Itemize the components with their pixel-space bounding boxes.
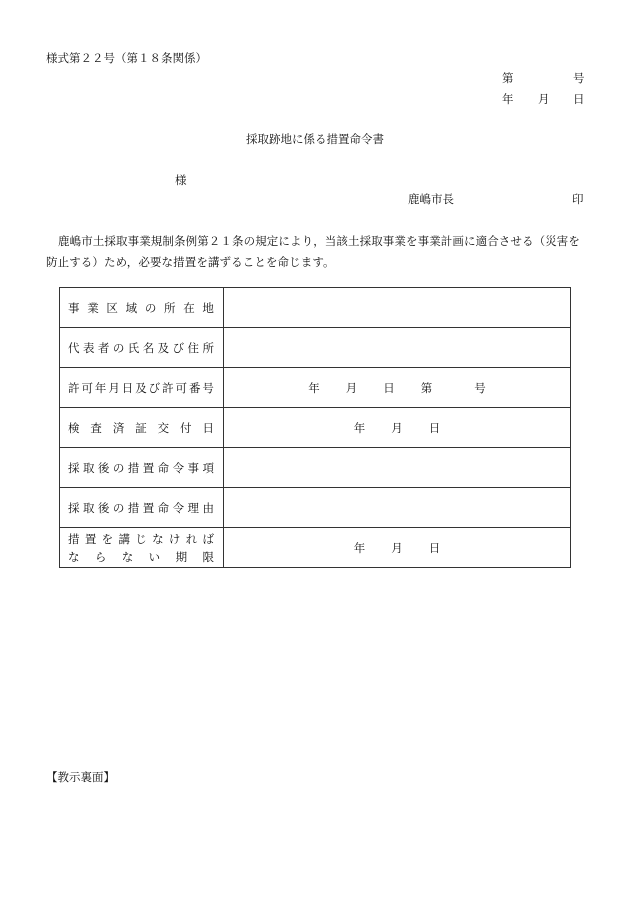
label-chars-line2 — [68, 548, 214, 566]
label-char: 令 — [172, 500, 185, 515]
label-char: れ — [185, 531, 198, 546]
row-value-order-reason[interactable] — [224, 488, 571, 528]
label-char: 採 — [68, 460, 80, 475]
label-char: 採 — [68, 500, 80, 515]
document-number-suffix: 号 — [573, 71, 585, 85]
label-char: 命 — [157, 500, 170, 515]
row-label-representative — [60, 328, 224, 368]
label-char: 期 — [175, 549, 188, 564]
label-chars-line1 — [68, 530, 214, 548]
table-row — [60, 448, 571, 488]
date-month: 月 — [538, 92, 550, 106]
label-char: 置 — [84, 531, 97, 546]
label-char: 命 — [157, 460, 170, 475]
appeal-notice-reference: 【教示裏面】 — [46, 770, 115, 784]
label-char: 表 — [82, 340, 95, 355]
row-label-permit — [60, 368, 224, 408]
label-char: 置 — [142, 500, 155, 515]
form-number: 様式第２２号（第１８条関係） — [46, 51, 207, 65]
day-label: 日 — [383, 380, 395, 395]
label-char: 取 — [82, 460, 95, 475]
label-char: 及 — [135, 380, 147, 395]
document-title: 採取跡地に係る措置命令書 — [246, 132, 384, 146]
row-label-location — [60, 288, 224, 328]
deadline-date — [354, 540, 441, 556]
label-char: 講 — [118, 531, 130, 546]
order-body-text: 鹿嶋市土採取事業規制条例第２１条の規定により，当該土採取事業を事業計画に適合させる（災害を防止する）ため，必要な措置を講ずることを命じます。 — [46, 234, 580, 269]
label-char: 及 — [157, 340, 170, 355]
label-char: の — [112, 460, 125, 475]
seal-mark: 印 — [572, 192, 584, 206]
label-chars — [68, 340, 214, 356]
number-prefix-label: 第 — [420, 380, 433, 395]
label-char: 日 — [202, 420, 214, 435]
label-char: 域 — [125, 300, 138, 315]
date-year: 年 — [502, 92, 514, 106]
label-char: 付 — [180, 420, 192, 435]
label-char: 検 — [68, 420, 80, 435]
label-char: 代 — [68, 340, 80, 355]
label-char: ら — [94, 549, 107, 564]
label-char: 区 — [106, 300, 118, 315]
label-char: 交 — [157, 420, 170, 435]
row-label-inspection — [60, 408, 224, 448]
month-label: 月 — [391, 540, 403, 555]
label-char: 項 — [202, 460, 214, 475]
row-value-location[interactable] — [224, 288, 571, 328]
label-char: 号 — [202, 380, 214, 395]
issuer-name: 鹿嶋市長 — [408, 192, 454, 206]
month-label: 月 — [391, 420, 403, 435]
label-chars — [68, 300, 214, 316]
year-label: 年 — [308, 380, 320, 395]
number-suffix-label: 号 — [474, 380, 486, 395]
label-char: 許 — [68, 380, 80, 395]
addressee-honorific: 様 — [175, 173, 187, 187]
label-char: 査 — [90, 420, 102, 435]
label-chars — [68, 460, 214, 476]
year-label: 年 — [353, 540, 366, 555]
row-label-order-reason — [60, 488, 224, 528]
day-label: 日 — [428, 420, 441, 435]
table-row — [60, 328, 571, 368]
label-char: ば — [202, 531, 214, 546]
row-label-deadline — [60, 528, 224, 568]
date-day: 日 — [573, 92, 585, 106]
label-char: い — [148, 549, 161, 564]
label-char: 氏 — [127, 340, 140, 355]
label-char: の — [144, 300, 157, 315]
label-char: 由 — [202, 500, 214, 515]
year-label: 年 — [353, 420, 366, 435]
table-row — [60, 288, 571, 328]
table-row — [60, 488, 571, 528]
label-char: 在 — [183, 300, 195, 315]
label-chars — [68, 420, 214, 436]
label-char: 済 — [112, 420, 125, 435]
label-char: の — [112, 340, 125, 355]
label-char: 年 — [94, 380, 107, 395]
label-char: 措 — [127, 500, 140, 515]
label-char: け — [168, 531, 181, 546]
label-char: 置 — [142, 460, 155, 475]
label-char: 限 — [202, 549, 214, 564]
label-char: び — [148, 380, 161, 395]
label-char: 取 — [82, 500, 95, 515]
table-row — [60, 528, 571, 568]
row-value-order-items[interactable] — [224, 448, 571, 488]
inspection-date — [354, 420, 441, 436]
label-char: 許 — [162, 380, 174, 395]
label-char: な — [68, 549, 80, 564]
row-value-permit[interactable] — [224, 368, 571, 408]
label-char: 措 — [127, 460, 140, 475]
table-row — [60, 368, 571, 408]
label-chars — [68, 500, 214, 516]
label-char: 住 — [187, 340, 199, 355]
table-row — [60, 408, 571, 448]
label-char: 可 — [175, 380, 187, 395]
label-char: な — [121, 549, 134, 564]
label-char: 名 — [142, 340, 155, 355]
label-char: 理 — [187, 500, 199, 515]
month-label: 月 — [345, 380, 358, 395]
row-value-deadline[interactable] — [224, 528, 571, 568]
label-char: 後 — [97, 500, 110, 515]
day-label: 日 — [428, 540, 441, 555]
label-char: 可 — [81, 380, 93, 395]
row-value-inspection[interactable] — [224, 408, 571, 448]
label-char: 所 — [164, 300, 176, 315]
document-number-label: 第 — [502, 71, 514, 85]
row-value-representative[interactable] — [224, 328, 571, 368]
label-char: な — [152, 531, 164, 546]
label-char: 地 — [202, 300, 214, 315]
label-char: び — [172, 340, 185, 355]
permit-date-number — [308, 380, 486, 396]
label-char: 事 — [68, 300, 80, 315]
label-char: 者 — [97, 340, 110, 355]
label-char: 措 — [68, 531, 80, 546]
label-char: 月 — [108, 380, 120, 395]
label-char: 業 — [87, 300, 99, 315]
label-char: 所 — [202, 340, 214, 355]
label-char: 令 — [172, 460, 185, 475]
label-char: の — [112, 500, 125, 515]
order-details-table — [59, 287, 571, 568]
label-char: 事 — [187, 460, 199, 475]
row-label-order-items — [60, 448, 224, 488]
label-char: 日 — [121, 380, 134, 395]
label-char: じ — [135, 531, 147, 546]
label-char: 後 — [97, 460, 110, 475]
label-char: 証 — [135, 420, 147, 435]
label-char: 番 — [188, 380, 201, 395]
label-chars — [68, 380, 214, 396]
label-char: を — [101, 531, 114, 546]
